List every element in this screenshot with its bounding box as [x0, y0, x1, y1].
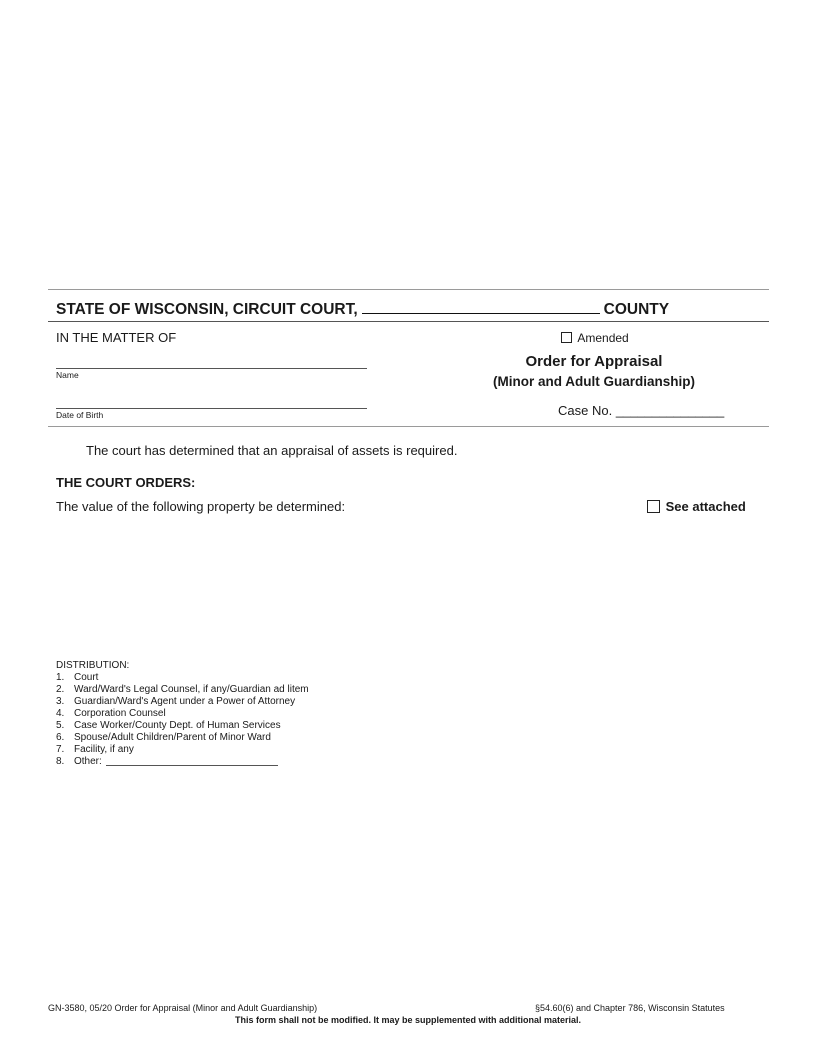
distribution-list — [56, 672, 309, 768]
caption-bottom-rule — [48, 426, 769, 427]
case-number-label: Case No. — [558, 403, 613, 418]
property-statement: The value of the following property be determined: — [56, 499, 346, 514]
footer-statute: §54.60(6) and Chapter 786, Wisconsin Statutes — [535, 1003, 725, 1013]
list-item: 6. Spouse/Adult Children/Parent of Minor Ward — [56, 732, 271, 743]
see-attached-label: See attached — [665, 499, 746, 514]
in-the-matter-of-label: IN THE MATTER OF — [56, 330, 177, 345]
other-recipient-field[interactable] — [106, 756, 278, 766]
distribution-heading: DISTRIBUTION: — [56, 660, 130, 671]
case-number — [558, 403, 724, 418]
property-description-area[interactable] — [56, 520, 756, 645]
court-orders-heading: THE COURT ORDERS: — [56, 475, 196, 490]
list-item: 4. Corporation Counsel — [56, 708, 166, 719]
footer-notice: This form shall not be modified. It may be supplemented with additional material. — [234, 1015, 582, 1025]
list-item: 8. Other: — [56, 756, 309, 768]
name-label: Name — [56, 370, 79, 380]
date-of-birth-line[interactable] — [56, 408, 367, 409]
name-line[interactable] — [56, 368, 367, 369]
see-attached-option[interactable] — [647, 499, 746, 514]
header-top-rule — [48, 289, 769, 290]
court-finding: The court has determined that an appraisal of assets is required. — [86, 443, 458, 458]
court-header-suffix: COUNTY — [603, 301, 670, 318]
footer-form-id: GN-3580, 05/20 Order for Appraisal (Minor and Adult Guardianship) — [48, 1003, 318, 1013]
form-subtitle: (Minor and Adult Guardianship) — [493, 374, 695, 389]
list-item: 7. Facility, if any — [56, 744, 134, 755]
date-of-birth-label: Date of Birth — [56, 410, 104, 420]
amended-label: Amended — [577, 331, 629, 345]
distribution-block — [56, 660, 309, 768]
case-number-field[interactable]: _______________ — [615, 403, 725, 418]
court-header-prefix: STATE OF WISCONSIN, CIRCUIT COURT, — [56, 301, 358, 318]
amended-checkbox[interactable] — [561, 332, 572, 343]
list-item: 5. Case Worker/County Dept. of Human Services — [56, 720, 281, 731]
court-header — [56, 299, 669, 319]
county-name-field[interactable] — [362, 299, 600, 314]
list-item: 2. Ward/Ward's Legal Counsel, if any/Guardian ad litem — [56, 684, 309, 695]
header-bottom-rule — [48, 321, 769, 322]
list-item: 1. Court — [56, 672, 99, 683]
amended-option[interactable] — [561, 331, 629, 345]
list-item: 3. Guardian/Ward's Agent under a Power of Attorney — [56, 696, 296, 707]
form-title: Order for Appraisal — [525, 353, 663, 370]
see-attached-checkbox[interactable] — [647, 500, 660, 513]
